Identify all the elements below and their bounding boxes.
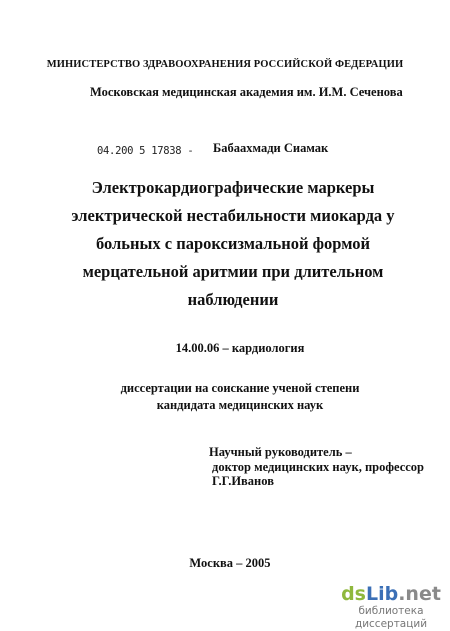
- watermark-brand-ds: ds: [341, 583, 366, 605]
- supervisor-label: Научный руководитель –: [209, 445, 352, 459]
- author-name: Бабаахмади Сиамак: [213, 141, 329, 155]
- thesis-title-line: больных с пароксизмальной формой: [95, 234, 371, 253]
- thesis-title-line: мерцательной аритмии при длительном: [82, 262, 384, 281]
- dslib-watermark: [332, 583, 450, 631]
- thesis-title-line: электрической нестабильности миокарда у: [71, 206, 395, 225]
- thesis-title-line: Электрокардиографические маркеры: [91, 178, 375, 197]
- watermark-subtitle: библиотека диссертаций: [354, 605, 428, 630]
- supervisor-name: Г.Г.Иванов: [212, 474, 274, 488]
- academy-name: Московская медицинская академия им. И.М. Сеченова: [90, 85, 403, 99]
- supervisor-title: доктор медицинских наук, профессор: [212, 460, 425, 474]
- watermark-brand-net: .net: [398, 583, 441, 605]
- watermark-brand-lib: Lib: [365, 583, 399, 605]
- ministry-heading: МИНИСТЕРСТВО ЗДРАВООХРАНЕНИЯ РОССИЙСКОЙ ФЕДЕРАЦИИ: [46, 59, 404, 70]
- specialty-code: 14.00.06 – кардиология: [175, 341, 305, 355]
- watermark-brand: [332, 583, 450, 605]
- degree-line: кандидата медицинских наук: [156, 398, 324, 412]
- degree-line: диссертации на соискание ученой степени: [120, 381, 360, 395]
- stamp-code: 04.200 5 17838 -: [97, 145, 194, 157]
- thesis-title-line: наблюдении: [187, 290, 279, 309]
- city-year: Москва – 2005: [189, 556, 271, 570]
